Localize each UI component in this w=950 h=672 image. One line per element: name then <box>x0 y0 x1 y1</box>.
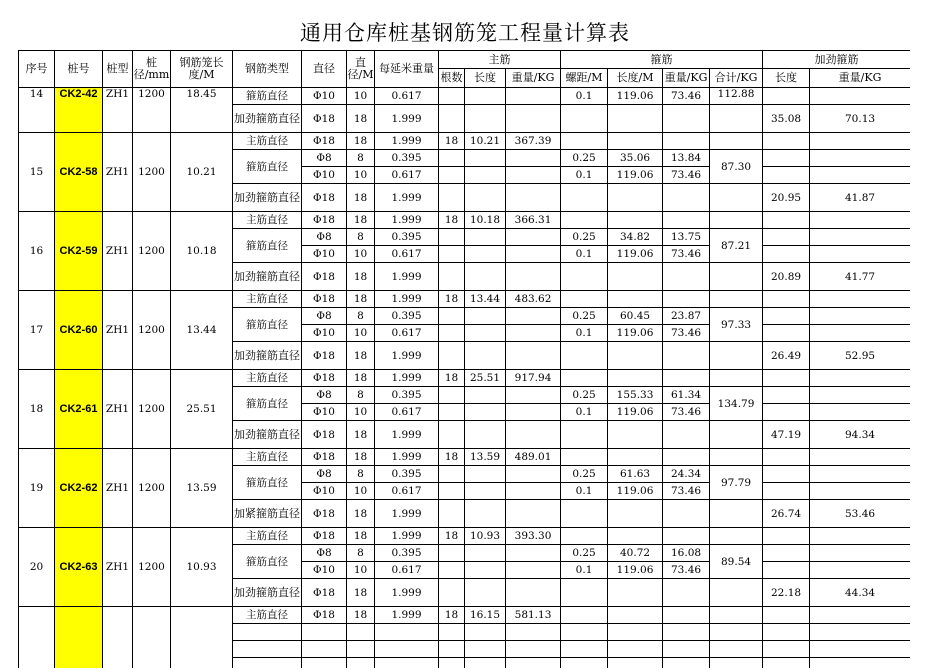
cell-st-weight: 73.46 <box>663 562 710 579</box>
cell-dia-m: 10 <box>347 88 375 105</box>
cell-rebar-label: 主筋直径 <box>233 291 302 308</box>
cell-rebar-label: 箍筋直径 <box>233 308 302 342</box>
cell-dia-m: 18 <box>347 607 375 624</box>
cell-dia: Φ18 <box>302 105 347 133</box>
cell-seq: 16 <box>19 212 55 291</box>
cell-sf-weight: 70.13 <box>810 105 910 133</box>
cell-dia-m: 18 <box>347 291 375 308</box>
cell-rebar-label: 加劲箍筋直径 <box>233 342 302 370</box>
spreadsheet <box>18 50 910 668</box>
cell-unit-weight: 1.999 <box>375 105 439 133</box>
cell-pile-type: ZH1 <box>103 528 133 607</box>
cell-dia-m: 10 <box>347 562 375 579</box>
cell-unit-weight: 1.999 <box>375 528 439 545</box>
cell-st-pitch: 0.1 <box>561 404 608 421</box>
cell-dia: Φ18 <box>302 421 347 449</box>
cell-unit-weight: 0.395 <box>375 308 439 325</box>
cell-main-count: 18 <box>439 291 465 308</box>
cell-dia-m: 8 <box>347 545 375 562</box>
cell-rebar-label: 主筋直径 <box>233 212 302 229</box>
cell-st-len: 35.06 <box>608 150 663 167</box>
cell-dia: Φ18 <box>302 263 347 291</box>
cell-unit-weight: 0.617 <box>375 562 439 579</box>
cell-dia-m: 10 <box>347 325 375 342</box>
cell-dia-m: 18 <box>347 263 375 291</box>
cell-sf-weight: 41.77 <box>810 263 910 291</box>
cell-main-count: 18 <box>439 370 465 387</box>
cell-unit-weight: 1.999 <box>375 579 439 607</box>
cell-st-weight: 23.87 <box>663 308 710 325</box>
header-pile-no: 桩号 <box>55 51 103 88</box>
cell-unit-weight: 1.999 <box>375 133 439 150</box>
cell-rebar-label: 主筋直径 <box>233 607 302 624</box>
cell-pile-dia: 1200 <box>133 133 171 212</box>
header-st-weight: 重量/KG <box>663 69 710 88</box>
cell-dia-m: 18 <box>347 212 375 229</box>
header-seq: 序号 <box>19 51 55 88</box>
cell-rebar-label: 箍筋直径 <box>233 387 302 421</box>
cell-pile-dia: 1200 <box>133 449 171 528</box>
cell-dia-m: 18 <box>347 370 375 387</box>
cell-st-pitch: 0.1 <box>561 167 608 184</box>
cell-st-len: 119.06 <box>608 483 663 500</box>
cell-main-weight: 489.01 <box>506 449 561 466</box>
cell-dia: Φ18 <box>302 528 347 545</box>
cell-st-len: 155.33 <box>608 387 663 404</box>
cell-st-pitch: 0.1 <box>561 88 608 105</box>
cell-st-weight: 16.08 <box>663 545 710 562</box>
cell-st-total: 134.79 <box>710 387 763 421</box>
cell-st-len: 34.82 <box>608 229 663 246</box>
cell-sf-len: 20.89 <box>763 263 810 291</box>
cell-cage-len: 10.21 <box>171 133 233 212</box>
cell-dia-m: 18 <box>347 184 375 212</box>
header-main-len: 长度 <box>465 69 506 88</box>
cell-dia: Φ10 <box>302 246 347 263</box>
header-stirrup-group: 箍筋 <box>561 51 763 69</box>
cell-unit-weight: 0.395 <box>375 387 439 404</box>
cell-sf-len: 26.74 <box>763 500 810 528</box>
cell-rebar-label: 加劲箍筋直径 <box>233 263 302 291</box>
cell-dia: Φ18 <box>302 579 347 607</box>
cell-main-count: 18 <box>439 212 465 229</box>
cell-dia: Φ18 <box>302 184 347 212</box>
cell-cage-len: 18.45 <box>171 88 233 133</box>
table-row <box>19 528 911 545</box>
cell-seq: 18 <box>19 370 55 449</box>
cell-dia: Φ8 <box>302 150 347 167</box>
cell-rebar-label: 加劲箍筋直径 <box>233 421 302 449</box>
cell-dia-m: 18 <box>347 579 375 607</box>
cell-dia-m: 10 <box>347 483 375 500</box>
cell-rebar-label: 箍筋直径 <box>233 88 302 105</box>
cell-seq: 14 <box>19 88 55 133</box>
cell-st-weight: 73.46 <box>663 88 710 105</box>
cell-dia-m: 18 <box>347 449 375 466</box>
cell-st-weight: 73.46 <box>663 325 710 342</box>
cell-rebar-label: 加紧箍筋直径 <box>233 500 302 528</box>
cell-unit-weight: 0.395 <box>375 466 439 483</box>
cell-dia-m: 10 <box>347 404 375 421</box>
cell-rebar-label: 主筋直径 <box>233 133 302 150</box>
header-st-len: 长度/M <box>608 69 663 88</box>
cell-dia-m: 10 <box>347 246 375 263</box>
cell-sf-len: 47.19 <box>763 421 810 449</box>
cell-st-weight: 73.46 <box>663 404 710 421</box>
cell-rebar-label: 箍筋直径 <box>233 150 302 184</box>
cell-pile-no: CK2-42 <box>55 88 103 133</box>
table-row <box>19 607 911 624</box>
cell-unit-weight: 1.999 <box>375 607 439 624</box>
cell-dia: Φ18 <box>302 449 347 466</box>
cell-pile-dia: 1200 <box>133 88 171 133</box>
cell-sf-weight: 52.95 <box>810 342 910 370</box>
cell-seq: 20 <box>19 528 55 607</box>
cell-dia-m: 8 <box>347 387 375 404</box>
header-unit-weight: 每延米重量 <box>375 51 439 88</box>
cell-unit-weight: 0.395 <box>375 545 439 562</box>
cell-st-total: 87.30 <box>710 150 763 184</box>
cell-dia-m: 18 <box>347 528 375 545</box>
cell-pile-no: CK2-63 <box>55 528 103 607</box>
cell-unit-weight: 1.999 <box>375 184 439 212</box>
cell-st-len: 61.63 <box>608 466 663 483</box>
quantity-table <box>18 50 910 668</box>
cell-st-weight: 73.46 <box>663 483 710 500</box>
cell-dia: Φ10 <box>302 404 347 421</box>
header-st-pitch: 螺距/M <box>561 69 608 88</box>
cell-pile-no: CK2-59 <box>55 212 103 291</box>
cell-dia-m: 18 <box>347 421 375 449</box>
cell-pile-no: CK2-58 <box>55 133 103 212</box>
cell-st-total: 87.21 <box>710 229 763 263</box>
cell-main-count: 18 <box>439 528 465 545</box>
cell-dia-m: 8 <box>347 150 375 167</box>
header-sf-len: 长度 <box>763 69 810 88</box>
cell-unit-weight: 1.999 <box>375 291 439 308</box>
cell-cage-len: 10.93 <box>171 528 233 607</box>
cell-seq: 19 <box>19 449 55 528</box>
cell-main-weight: 581.13 <box>506 607 561 624</box>
cell-dia: Φ8 <box>302 545 347 562</box>
cell-st-len: 119.06 <box>608 167 663 184</box>
cell-dia: Φ8 <box>302 466 347 483</box>
cell-rebar-label: 箍筋直径 <box>233 466 302 500</box>
cell-cage-len: 10.18 <box>171 212 233 291</box>
cell-unit-weight: 1.999 <box>375 212 439 229</box>
cell-dia: Φ18 <box>302 607 347 624</box>
cell-unit-weight: 0.617 <box>375 88 439 105</box>
cell-st-total: 97.33 <box>710 308 763 342</box>
cell-pile-type: ZH1 <box>103 291 133 370</box>
sheet-title: 通用仓库桩基钢筋笼工程量计算表 <box>300 21 630 45</box>
cell-st-len: 119.06 <box>608 246 663 263</box>
cell-unit-weight: 0.617 <box>375 325 439 342</box>
cell-rebar-label: 加劲箍筋直径 <box>233 579 302 607</box>
cell-st-pitch: 0.1 <box>561 483 608 500</box>
cell-st-pitch: 0.25 <box>561 545 608 562</box>
cell-st-len: 40.72 <box>608 545 663 562</box>
cell-sf-len: 22.18 <box>763 579 810 607</box>
cell-seq: 15 <box>19 133 55 212</box>
cell-st-len: 119.06 <box>608 325 663 342</box>
header-cage-len: 钢筋笼长度/M <box>171 51 233 88</box>
cell-main-len: 25.51 <box>465 370 506 387</box>
cell-unit-weight: 0.617 <box>375 246 439 263</box>
cell-st-len: 60.45 <box>608 308 663 325</box>
cell-dia: Φ8 <box>302 229 347 246</box>
cell-cage-len: 13.44 <box>171 291 233 370</box>
cell-pile-no: CK2-60 <box>55 291 103 370</box>
cell-pile-no: CK2-62 <box>55 449 103 528</box>
cell-st-pitch: 0.25 <box>561 466 608 483</box>
cell-st-pitch: 0.25 <box>561 229 608 246</box>
cell-dia: Φ18 <box>302 133 347 150</box>
header-stiff-group: 加劲箍筋 <box>763 51 910 69</box>
cell-st-pitch: 0.1 <box>561 562 608 579</box>
cell-rebar-label: 加劲箍筋直径 <box>233 184 302 212</box>
table-row <box>19 291 911 308</box>
table-row <box>19 449 911 466</box>
cell-unit-weight: 1.999 <box>375 342 439 370</box>
header-main-weight: 重量/KG <box>506 69 561 88</box>
cell-unit-weight: 0.395 <box>375 150 439 167</box>
cell-main-count: 18 <box>439 133 465 150</box>
cell-main-weight: 483.62 <box>506 291 561 308</box>
cell-pile-type: ZH1 <box>103 449 133 528</box>
cell-unit-weight: 0.617 <box>375 404 439 421</box>
cell-sf-weight: 53.46 <box>810 500 910 528</box>
cell-unit-weight: 0.395 <box>375 229 439 246</box>
cell-sf-weight: 94.34 <box>810 421 910 449</box>
cell-cage-len: 25.51 <box>171 370 233 449</box>
cell-st-weight: 73.46 <box>663 167 710 184</box>
cell-unit-weight: 0.617 <box>375 483 439 500</box>
cell-st-weight: 13.75 <box>663 229 710 246</box>
cell-dia-m: 18 <box>347 500 375 528</box>
cell-main-len: 10.21 <box>465 133 506 150</box>
cell-pile-type: ZH1 <box>103 370 133 449</box>
cell-dia: Φ8 <box>302 387 347 404</box>
cell-dia-m: 18 <box>347 133 375 150</box>
cell-pile-no <box>55 607 103 669</box>
cell-st-pitch: 0.25 <box>561 150 608 167</box>
cell-main-len: 10.93 <box>465 528 506 545</box>
cell-st-total: 89.54 <box>710 545 763 579</box>
cell-main-len: 16.15 <box>465 607 506 624</box>
cell-cage-len: 13.59 <box>171 449 233 528</box>
cell-st-weight: 61.34 <box>663 387 710 404</box>
cell-dia: Φ10 <box>302 325 347 342</box>
cell-dia: Φ8 <box>302 308 347 325</box>
cell-unit-weight: 0.617 <box>375 167 439 184</box>
cell-main-len: 10.18 <box>465 212 506 229</box>
cell-pile-dia: 1200 <box>133 291 171 370</box>
header-rebar-type: 钢筋类型 <box>233 51 302 88</box>
cell-st-weight: 13.84 <box>663 150 710 167</box>
table-row <box>19 133 911 150</box>
cell-pile-dia: 1200 <box>133 212 171 291</box>
cell-dia: Φ10 <box>302 88 347 105</box>
header-dia: 直径 <box>302 51 347 88</box>
cell-dia: Φ18 <box>302 370 347 387</box>
cell-dia: Φ18 <box>302 212 347 229</box>
cell-main-count: 18 <box>439 607 465 624</box>
cell-st-weight: 73.46 <box>663 246 710 263</box>
cell-rebar-label: 加劲箍筋直径 <box>233 105 302 133</box>
cell-main-weight: 366.31 <box>506 212 561 229</box>
cell-main-len: 13.44 <box>465 291 506 308</box>
cell-st-len: 119.06 <box>608 562 663 579</box>
cell-pile-dia: 1200 <box>133 528 171 607</box>
cell-pile-dia: 1200 <box>133 370 171 449</box>
cell-st-total: 97.79 <box>710 466 763 500</box>
cell-dia-m: 8 <box>347 229 375 246</box>
header-main-group: 主筋 <box>439 51 561 69</box>
cell-sf-weight: 41.87 <box>810 184 910 212</box>
header-sf-weight: 重量/KG <box>810 69 910 88</box>
header-main-count: 根数 <box>439 69 465 88</box>
cell-st-weight: 24.34 <box>663 466 710 483</box>
cell-dia: Φ18 <box>302 291 347 308</box>
cell-st-pitch: 0.1 <box>561 246 608 263</box>
cell-main-count: 18 <box>439 449 465 466</box>
cell-unit-weight: 1.999 <box>375 449 439 466</box>
cell-pile-type: ZH1 <box>103 212 133 291</box>
header-st-total: 合计/KG <box>710 69 763 88</box>
cell-seq: 17 <box>19 291 55 370</box>
cell-pile-no: CK2-61 <box>55 370 103 449</box>
cell-sf-weight: 44.34 <box>810 579 910 607</box>
cell-pile-type: ZH1 <box>103 133 133 212</box>
table-row <box>19 370 911 387</box>
cell-st-len: 119.06 <box>608 88 663 105</box>
cell-unit-weight: 1.999 <box>375 500 439 528</box>
cell-unit-weight: 1.999 <box>375 421 439 449</box>
cell-main-len: 13.59 <box>465 449 506 466</box>
cell-st-total: 112.88 <box>710 88 763 105</box>
cell-unit-weight: 1.999 <box>375 370 439 387</box>
cell-sf-len: 26.49 <box>763 342 810 370</box>
cell-st-pitch: 0.1 <box>561 325 608 342</box>
cell-unit-weight: 1.999 <box>375 263 439 291</box>
cell-dia: Φ10 <box>302 562 347 579</box>
cell-dia-m: 8 <box>347 308 375 325</box>
cell-st-pitch: 0.25 <box>561 387 608 404</box>
cell-st-pitch: 0.25 <box>561 308 608 325</box>
cell-rebar-label: 主筋直径 <box>233 370 302 387</box>
cell-dia: Φ10 <box>302 483 347 500</box>
header-pile-type: 桩型 <box>103 51 133 88</box>
cell-dia-m: 10 <box>347 167 375 184</box>
cell-rebar-label: 主筋直径 <box>233 449 302 466</box>
table-row <box>19 212 911 229</box>
cell-rebar-label: 箍筋直径 <box>233 545 302 579</box>
cell-main-weight: 917.94 <box>506 370 561 387</box>
cell-dia-m: 18 <box>347 342 375 370</box>
cell-dia-m: 8 <box>347 466 375 483</box>
cell-sf-len: 20.95 <box>763 184 810 212</box>
cell-dia-m: 18 <box>347 105 375 133</box>
cell-main-weight: 367.39 <box>506 133 561 150</box>
cell-rebar-label: 主筋直径 <box>233 528 302 545</box>
cell-dia: Φ18 <box>302 342 347 370</box>
cell-main-weight: 393.30 <box>506 528 561 545</box>
cell-dia: Φ18 <box>302 500 347 528</box>
cell-st-len: 119.06 <box>608 404 663 421</box>
header-pile-dia: 桩径/mm <box>133 51 171 88</box>
cell-pile-type: ZH1 <box>103 88 133 133</box>
cell-rebar-label: 箍筋直径 <box>233 229 302 263</box>
header-dia-m: 直径/M <box>347 51 375 88</box>
cell-dia: Φ10 <box>302 167 347 184</box>
cell-sf-len: 35.08 <box>763 105 810 133</box>
